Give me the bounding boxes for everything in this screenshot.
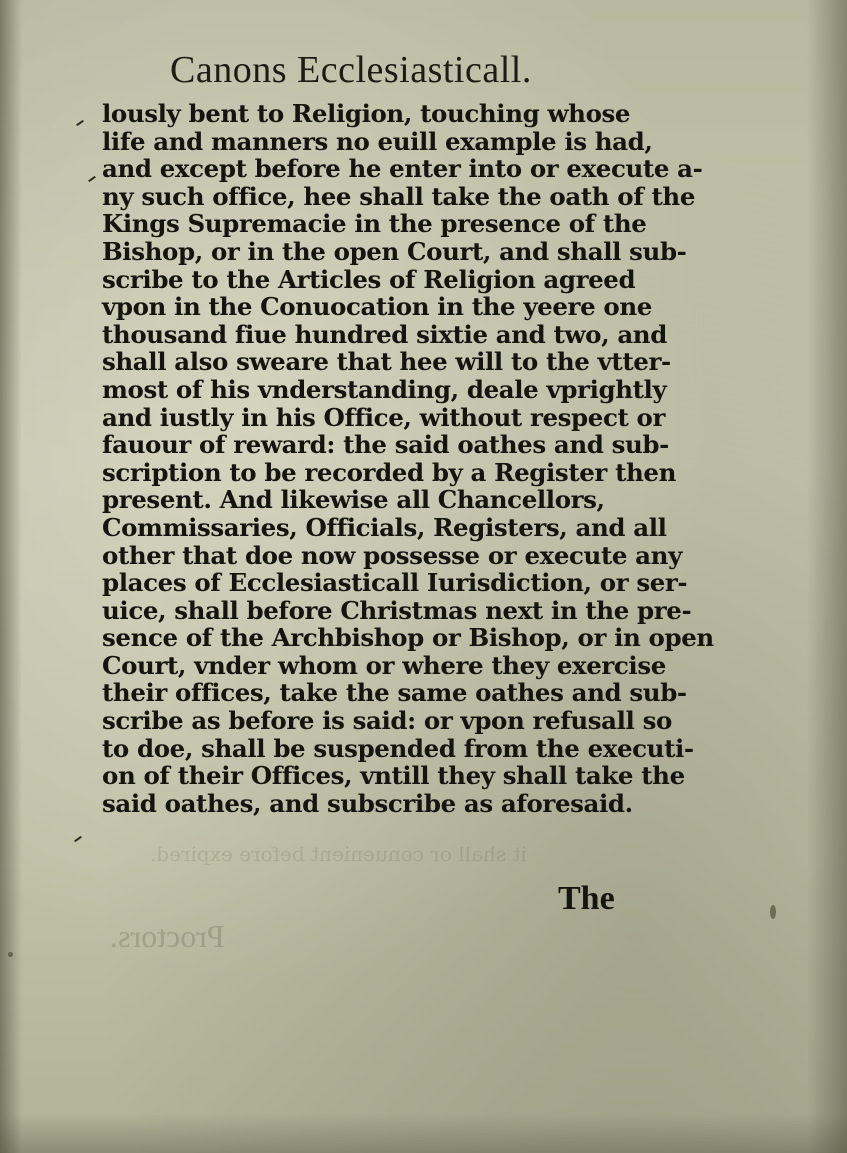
- text-line: to doe, shall be suspended from the executi-: [102, 733, 694, 763]
- page-edge-shadow-right: [807, 0, 847, 1153]
- text-line: Kings Supremacie in the presence of the: [102, 209, 647, 239]
- text-line: Commissaries, Officials, Registers, and all: [102, 512, 667, 542]
- text-line: lously bent to Religion, touching whose: [102, 99, 631, 128]
- text-line: sence of the Archbishop or Bishop, or in open: [102, 623, 714, 653]
- text-line: places of Ecclesiasticall Iurisdiction, or ser-: [102, 568, 688, 598]
- page-edge-shadow-bottom: [0, 1113, 847, 1153]
- margin-mark: [74, 836, 82, 842]
- margin-mark: [88, 176, 96, 182]
- text-line: vpon in the Conuocation in the yeere one: [102, 292, 652, 322]
- text-line: scribe to the Articles of Religion agreed: [102, 264, 636, 294]
- running-head: Canons Ecclesiasticall.: [170, 49, 532, 91]
- text-line: and except before he enter into or execute a-: [102, 154, 703, 184]
- text-line: Bishop, or in the open Court, and shall sub-: [102, 236, 687, 266]
- text-line: on of their Offices, vntill they shall take the: [102, 761, 685, 791]
- text-line: life and manners no euill example is had,: [102, 126, 653, 156]
- text-line: fauour of reward: the said oathes and sub-: [102, 430, 669, 460]
- text-line: their offices, take the same oathes and sub-: [102, 678, 687, 708]
- text-line: most of his vnderstanding, deale vprightly: [102, 374, 667, 404]
- catchword: The: [558, 880, 615, 917]
- text-line: thousand fiue hundred sixtie and two, and: [102, 319, 667, 349]
- bleed-through-text: Proctors.: [110, 918, 225, 954]
- body-text: [102, 99, 714, 818]
- text-line: ny such office, hee shall take the oath of the: [102, 181, 696, 211]
- bleed-through-line: it shall or conuenient before expired.: [150, 842, 527, 866]
- text-line: and iustly in his Office, without respect or: [102, 402, 665, 432]
- text-line: scription to be recorded by a Register then: [102, 457, 676, 487]
- text-line: other that doe now possesse or execute any: [102, 540, 682, 570]
- text-line: scribe as before is said: or vpon refusall so: [102, 706, 672, 736]
- text-line: shall also sweare that hee will to the vtter-: [102, 347, 671, 377]
- text-line: uice, shall before Christmas next in the pre-: [102, 595, 692, 625]
- margin-mark: [76, 120, 84, 126]
- ink-stain: [8, 952, 13, 957]
- ink-stain: [770, 905, 776, 919]
- text-line: said oathes, and subscribe as aforesaid.: [102, 788, 633, 818]
- text-line: Court, vnder whom or where they exercise: [102, 650, 666, 680]
- page-edge-shadow-left: [0, 0, 22, 1153]
- text-line: present. And likewise all Chancellors,: [102, 485, 605, 515]
